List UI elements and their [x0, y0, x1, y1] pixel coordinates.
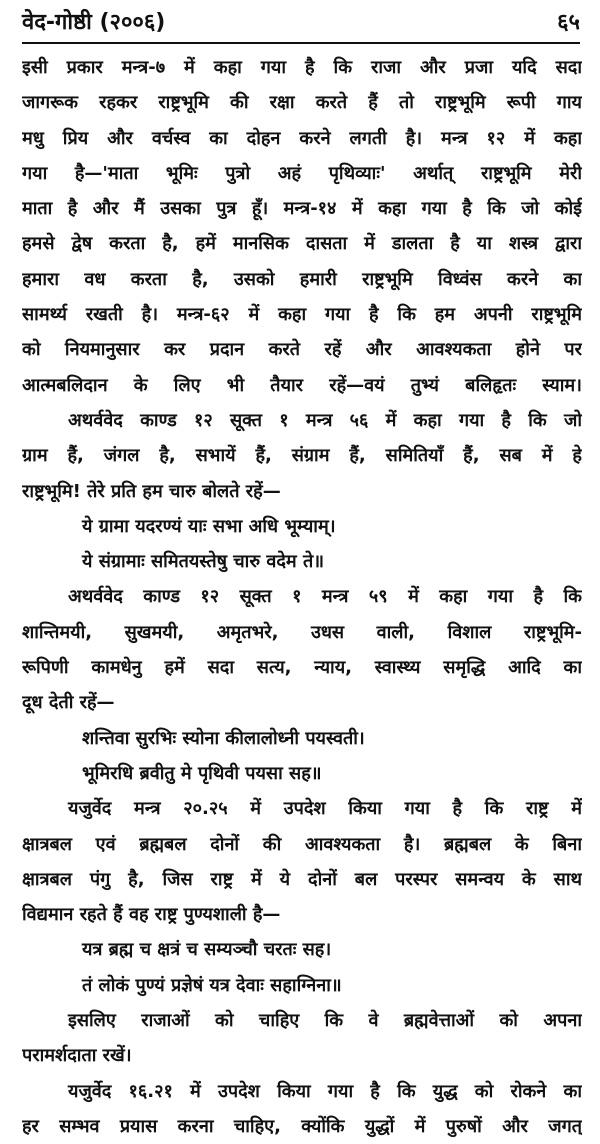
text-line: ग्राम हैं, जंगल है, सभायें हैं, संग्राम हैं, समितियाँ हैं, सब में हे: [22, 445, 582, 467]
verse-line: भूमिरधि ब्रवीतु मे पृथिवी पयसा सह॥: [82, 762, 322, 784]
text-line: माता है और मैं उसका पुत्र हूँ। मन्त्र-१४ में कहा गया है कि जो कोई: [22, 198, 582, 220]
page-header: [22, 2, 580, 42]
text-line: आत्मबलिदान के लिए भी तैयार रहें—वयं तुभ्यं बलिहृतः स्याम।: [22, 374, 582, 396]
text-line: रूपिणी कामधेनु हमें सदा सत्य, न्याय, स्वास्थ्य समृद्धि आदि का: [22, 657, 582, 679]
text-line: इसी प्रकार मन्त्र-७ में कहा गया है कि राजा और प्रजा यदि सदा: [22, 57, 582, 78]
verse-line: ये संग्रामाः समितयस्तेषु चारु वदेम ते॥: [82, 551, 325, 573]
text-line: अथर्ववेद काण्ड १२ सूक्त १ मन्त्र ५६ में कहा गया है कि जो: [68, 409, 582, 431]
running-title: वेद-गोष्ठी (२००६): [22, 10, 166, 35]
text-line: को नियमानुसार कर प्रदान करते रहें और आवश्यकता होने पर: [22, 339, 582, 361]
text-line: राष्ट्रभूमि! तेरे प्रति हम चारु बोलते रहें—: [22, 480, 281, 502]
header-divider: [22, 42, 580, 44]
text-line: हमारा वध करता है, उसको हमारी राष्ट्रभूमि विध्वंस करने का: [22, 268, 582, 290]
verse-line: शन्तिवा सुरभिः स्योना कीलालोध्नी पयस्वती।: [82, 727, 365, 749]
text-line: सामर्थ्य रखती है। मन्त्र-६२ में कहा गया है कि हम अपनी राष्ट्रभूमि: [22, 304, 582, 326]
text-line: यजुर्वेद मन्त्र २०.२५ में उपदेश किया गया है कि राष्ट्र में: [68, 798, 582, 820]
text-line: गया है—'माता भूमिः पुत्रो अहं पृथिव्याः' अर्थात् राष्ट्रभूमि मेरी: [22, 162, 582, 184]
text-line: यजुर्वेद १६.२१ में उपदेश किया गया है कि युद्ध को रोकने का: [68, 1080, 582, 1102]
text-line: हमसे द्वेष करता है, हमें मानसिक दासता में डालता है या शस्त्र द्वारा: [22, 233, 582, 255]
verse-line: तं लोकं पुण्यं प्रज्ञेषं यत्र देवाः सहाग्निना॥: [82, 974, 342, 996]
text-line: परामर्शदाता रखें।: [22, 1045, 132, 1067]
text-line: इसलिए राजाओं को चाहिए कि वे ब्रह्मवेत्ताओं को अपना: [68, 1010, 582, 1032]
text-line: विद्यमान रहते हैं वह राष्ट्र पुण्यशाली है—: [22, 904, 281, 926]
text-line: हर सम्भव प्रयास करना चाहिए, क्योंकि युद्धों में पुरुषों और जगत्: [22, 1115, 582, 1137]
text-line: शान्तिमयी, सुखमयी, अमृतभरे, उधस वाली, विशाल राष्ट्रभूमि-: [22, 621, 582, 643]
text-line: क्षात्रबल एवं ब्रह्मबल दोनों की आवश्यकता है। ब्रह्मबल के बिना: [22, 833, 582, 855]
page-number: ६५: [557, 10, 580, 35]
text-line: जागरूक रहकर राष्ट्रभूमि की रक्षा करते हैं तो राष्ट्रभूमि रूपी गाय: [22, 92, 582, 114]
text-line: दूध देती रहें—: [22, 692, 115, 714]
text-line: अथर्ववेद काण्ड १२ सूक्त १ मन्त्र ५९ में कहा गया है कि: [68, 586, 582, 608]
verse-line: ये ग्रामा यदरण्यं याः सभा अधि भूम्याम्।: [82, 515, 336, 537]
verse-line: यत्र ब्रह्म च क्षत्रं च सम्यञ्चौ चरतः सह।: [82, 939, 332, 961]
text-line: क्षात्रबल पंगु है, जिस राष्ट्र में ये दोनों बल परस्पर समन्वय के साथ: [22, 868, 582, 890]
page-body: [22, 50, 582, 1144]
text-line: मधु प्रिय और वर्चस्व का दोहन करने लगती है। मन्त्र १२ में कहा: [22, 127, 582, 149]
